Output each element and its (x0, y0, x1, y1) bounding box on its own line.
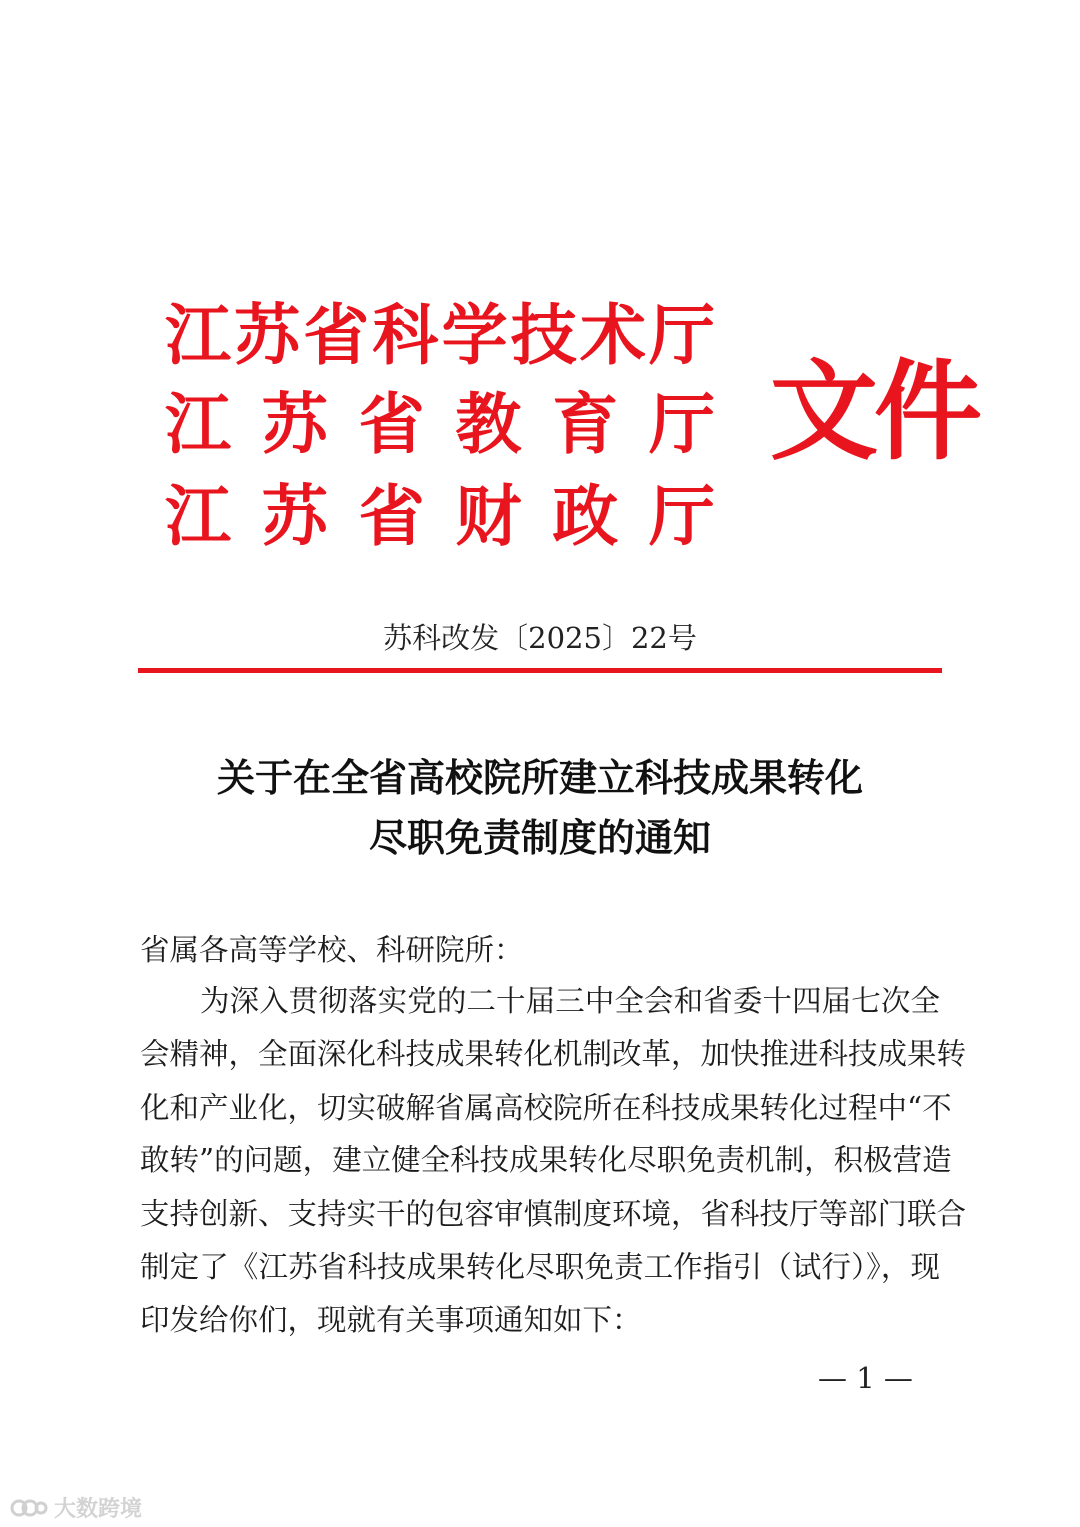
issuer-char: 育 (552, 386, 619, 463)
issuer-char: 厅 (648, 297, 715, 374)
paragraph-line: 印发给你们，现就有关事项通知如下： (140, 1303, 642, 1337)
letterhead-divider (138, 668, 942, 673)
document-title-line-2: 尽职免责制度的通知 (368, 815, 711, 860)
watermark (10, 1492, 142, 1523)
paragraph-line: 为深入贯彻落实党的二十届三中全会和省委十四届七次全 (200, 984, 940, 1018)
page-number: — 1 — (818, 1361, 913, 1395)
paragraph-line: 会精神，全面深化科技成果转化机制改革，加快推进科技成果转 (140, 1037, 967, 1071)
issuer-char: 省 (358, 386, 425, 463)
issuer-char: 技 (510, 297, 577, 374)
document-title-line-1: 关于在全省高校院所建立科技成果转化 (216, 755, 863, 800)
paragraph-line: 敢转”的问题，建立健全科技成果转化尽职免责机制，积极营造 (140, 1143, 952, 1177)
paragraph-line: 化和产业化，切实破解省属高校院所在科技成果转化过程中“不 (140, 1091, 952, 1125)
salutation: 省属各高等学校、科研院所： (140, 933, 524, 967)
paragraph-line: 制定了《江苏省科技成果转化尽职免责工作指引（试行）》，现 (140, 1250, 940, 1284)
issuer-education-dept (165, 383, 715, 467)
issuer-char: 学 (441, 297, 508, 374)
issuer-char: 江 (165, 297, 231, 374)
issuer-char: 苏 (234, 297, 301, 374)
issuer-char: 厅 (648, 478, 715, 555)
issuer-char: 江 (165, 478, 231, 555)
watermark-text: 大数跨境 (54, 1497, 143, 1522)
paragraph-line: 支持创新、支持实干的包容审慎制度环境，省科技厅等部门联合 (140, 1197, 967, 1231)
issuer-science-tech-dept (165, 294, 715, 378)
issuer-char: 财 (455, 478, 522, 555)
logo-icon (10, 1495, 48, 1521)
issuer-finance-dept (165, 475, 715, 559)
issuer-char: 苏 (261, 478, 328, 555)
issuer-char: 省 (303, 297, 370, 374)
letterhead-suffix: 文件 (770, 350, 979, 475)
issuer-char: 科 (372, 297, 439, 374)
issuer-char: 术 (579, 297, 646, 374)
issuer-char: 苏 (261, 386, 328, 463)
document-number: 苏科改发〔2025〕22号 (383, 621, 697, 655)
issuer-char: 省 (358, 478, 425, 555)
issuer-char: 江 (165, 386, 231, 463)
issuer-char: 教 (455, 386, 522, 463)
issuer-char: 厅 (648, 386, 715, 463)
issuer-char: 政 (552, 478, 619, 555)
